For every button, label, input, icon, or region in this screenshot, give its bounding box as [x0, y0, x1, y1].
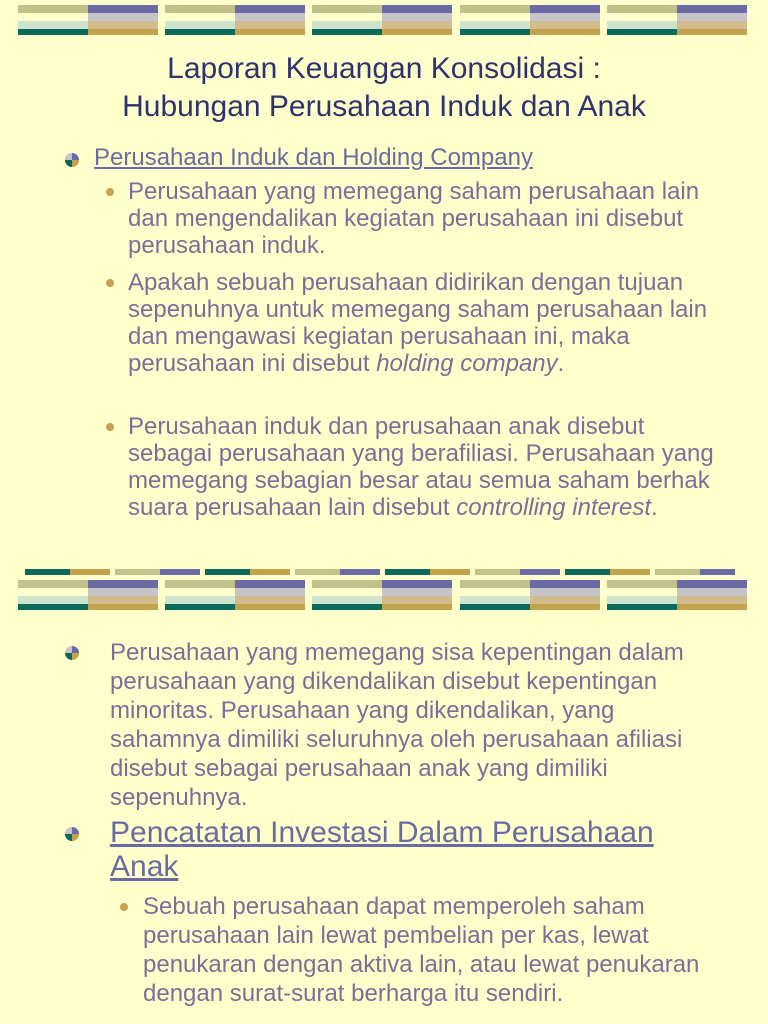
- bullet-dot: [106, 188, 114, 196]
- bullet-dot: [106, 423, 114, 431]
- bullet-emphasis: controlling interest: [456, 494, 651, 521]
- top-decorative-band: [0, 5, 768, 35]
- bullet-text-before: Apakah sebuah perusahaan didirikan dengan tujuan sepenuhnya untuk memegang saham perusahaan lain dan mengawasi kegiatan perusahaan ini, maka perusahaan ini disebut: [128, 269, 708, 377]
- decor-tile: [312, 5, 452, 35]
- heading-link-holding-company[interactable]: Perusahaan Induk dan Holding Company: [94, 144, 533, 171]
- pie-bullet-icon: [64, 152, 80, 168]
- decor-tile: [165, 5, 305, 35]
- decor-tile: [18, 5, 158, 35]
- decor-tile: [607, 580, 747, 610]
- decor-tile: [460, 5, 600, 35]
- title-line-2: Hubungan Perusahaan Induk dan Anak: [122, 90, 646, 123]
- bullet-text-after: .: [651, 494, 658, 521]
- title-line-1: Laporan Keuangan Konsolidasi :: [167, 52, 601, 85]
- pie-bullet-icon: [64, 645, 80, 661]
- decor-tile: [18, 580, 158, 610]
- bullet-text-acquisition: Sebuah perusahaan dapat memperoleh saham perusahaan lain lewat pembelian per kas, lewat penukaran dengan aktiva lain, atau lewat penukaran dengan surat-surat berharga itu sendiri.: [143, 893, 700, 1007]
- pie-bullet-icon: [64, 826, 80, 842]
- bullet-text-after: .: [557, 350, 565, 377]
- slide2-decorative-band: [0, 580, 768, 610]
- decor-tile: [312, 580, 452, 610]
- decor-tile: [607, 5, 747, 35]
- bullet-text-before: Perusahaan induk dan perusahaan anak disebut sebagai perusahaan yang berafiliasi. Perusahaan yang memegang sebagian besar atau semua saham berhak suara perusahaan lain disebut: [128, 413, 714, 521]
- heading-link-pencatatan-investasi[interactable]: Pencatatan Investasi Dalam Perusahaan Anak: [110, 816, 654, 883]
- bullet-text-induk: Perusahaan yang memegang saham perusahaan lain dan mengendalikan kegiatan perusahaan ini disebut perusahaan induk.: [128, 178, 700, 259]
- bullet-emphasis: holding company: [376, 350, 558, 377]
- decor-tile: [165, 580, 305, 610]
- bullet-dot: [106, 279, 114, 287]
- paragraph-minority-interest: Perusahaan yang memegang sisa kepentingan dalam perusahaan yang dikendalikan disebut kepentingan minoritas. Perusahaan yang dikendalikan, yang sahamnya dimiliki seluruhnya oleh perusahaan afiliasi disebut sebagai perusahaan anak yang dimiliki sepenuhnya.: [110, 639, 684, 811]
- bullet-text-holding: [128, 269, 728, 377]
- bullet-text-affiliated: [128, 413, 728, 521]
- decor-tile: [460, 580, 600, 610]
- bullet-dot: [120, 903, 128, 911]
- slide-title: [0, 50, 768, 126]
- thin-separator: [0, 569, 768, 575]
